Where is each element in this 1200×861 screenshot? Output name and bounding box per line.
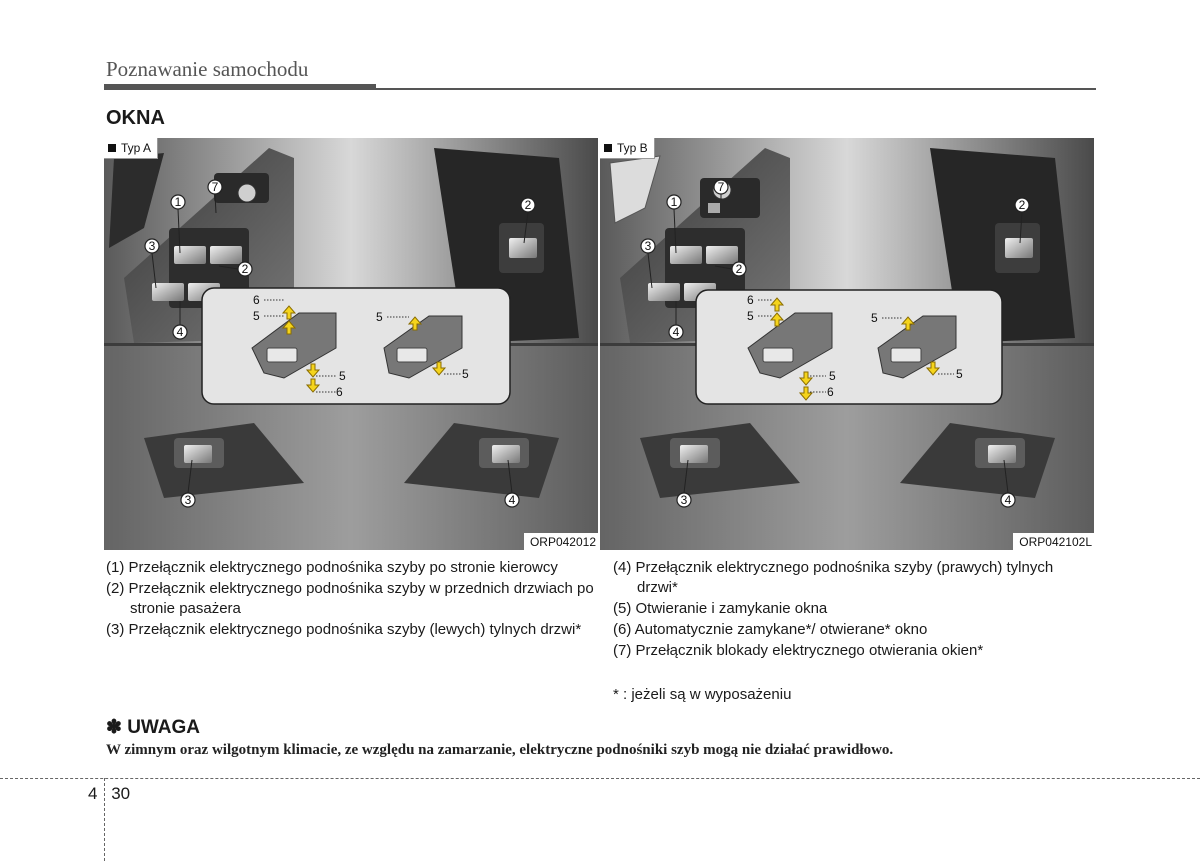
descriptions-right — [613, 558, 1083, 662]
description-item: (4) Przełącznik elektrycznego podnośnika szyby (prawych) tylnych drzwi* — [613, 559, 1054, 596]
callout-1: 1 — [670, 195, 678, 209]
callout-3-rear: 3 — [184, 493, 192, 507]
type-b-label — [600, 138, 655, 159]
callout-2-passenger: 2 — [524, 198, 532, 212]
description-item: (7) Przełącznik blokady elektrycznego otwierania okien* — [613, 642, 984, 659]
callout-3: 3 — [148, 239, 156, 253]
callout-4: 4 — [176, 325, 184, 339]
header-rule-thick — [104, 84, 376, 90]
chapter-number: 4 — [88, 784, 98, 803]
running-header: Poznawanie samochodu — [106, 57, 309, 81]
callout-6-bottom: 6 — [827, 385, 834, 399]
callout-5-bottom: 5 — [829, 369, 836, 383]
callout-5-bottom: 5 — [339, 369, 346, 383]
figure-b-illustration — [600, 138, 1094, 550]
figure-a-illustration — [104, 138, 598, 550]
description-item: (1) Przełącznik elektrycznego podnośnika szyby po stronie kierowcy — [106, 559, 558, 576]
square-bullet-icon — [604, 144, 612, 152]
callout-3: 3 — [644, 239, 652, 253]
type-a-text: Typ A — [121, 141, 152, 155]
figure-type-a — [104, 138, 598, 550]
callout-5-right-top: 5 — [871, 311, 878, 325]
footnote: * : jeżeli są w wyposażeniu — [613, 686, 792, 703]
note-text: W zimnym oraz wilgotnym klimacie, ze względu na zamarzanie, elektryczne podnośniki szyb mogą nie działać prawidłowo. — [106, 742, 894, 758]
description-item: (3) Przełącznik elektrycznego podnośnika szyby (lewych) tylnych drzwi* — [106, 621, 582, 638]
callout-4-rear: 4 — [508, 493, 516, 507]
descriptions-left — [106, 558, 596, 641]
figure-b-code: ORP042102L — [1013, 533, 1094, 550]
callout-3-rear: 3 — [680, 493, 688, 507]
figure-type-b — [600, 138, 1094, 550]
note-title: ✽ UWAGA — [106, 717, 201, 738]
callout-6-top: 6 — [747, 293, 754, 307]
type-b-text: Typ B — [617, 141, 648, 155]
page-number — [88, 784, 130, 804]
callout-4: 4 — [672, 325, 680, 339]
callout-6-bottom: 6 — [336, 385, 343, 399]
callout-5-top: 5 — [253, 309, 260, 323]
callout-5-right-top: 5 — [376, 310, 383, 324]
callout-2: 2 — [241, 262, 249, 276]
description-item: (6) Automatycznie zamykane*/ otwierane* okno — [613, 621, 928, 638]
description-item: (5) Otwieranie i zamykanie okna — [613, 600, 828, 617]
callout-6-top: 6 — [253, 293, 260, 307]
callout-4-rear: 4 — [1004, 493, 1012, 507]
description-item: (2) Przełącznik elektrycznego podnośnika szyby w przednich drzwiach po stronie pasażera — [106, 580, 594, 617]
callout-5-top: 5 — [747, 309, 754, 323]
callout-5-right-bottom: 5 — [462, 367, 469, 381]
callout-1: 1 — [174, 195, 182, 209]
figure-a-code: ORP042012 — [524, 533, 598, 550]
callout-5-right-bottom: 5 — [956, 367, 963, 381]
footer-divider — [0, 778, 1200, 779]
callout-7: 7 — [211, 180, 219, 194]
callout-2: 2 — [735, 262, 743, 276]
section-title: OKNA — [106, 107, 165, 129]
page-number-value: 30 — [111, 784, 131, 803]
header-rule-thin — [376, 88, 1096, 90]
callout-7: 7 — [717, 180, 725, 194]
square-bullet-icon — [108, 144, 116, 152]
type-a-label — [104, 138, 158, 159]
callout-2-passenger: 2 — [1018, 198, 1026, 212]
